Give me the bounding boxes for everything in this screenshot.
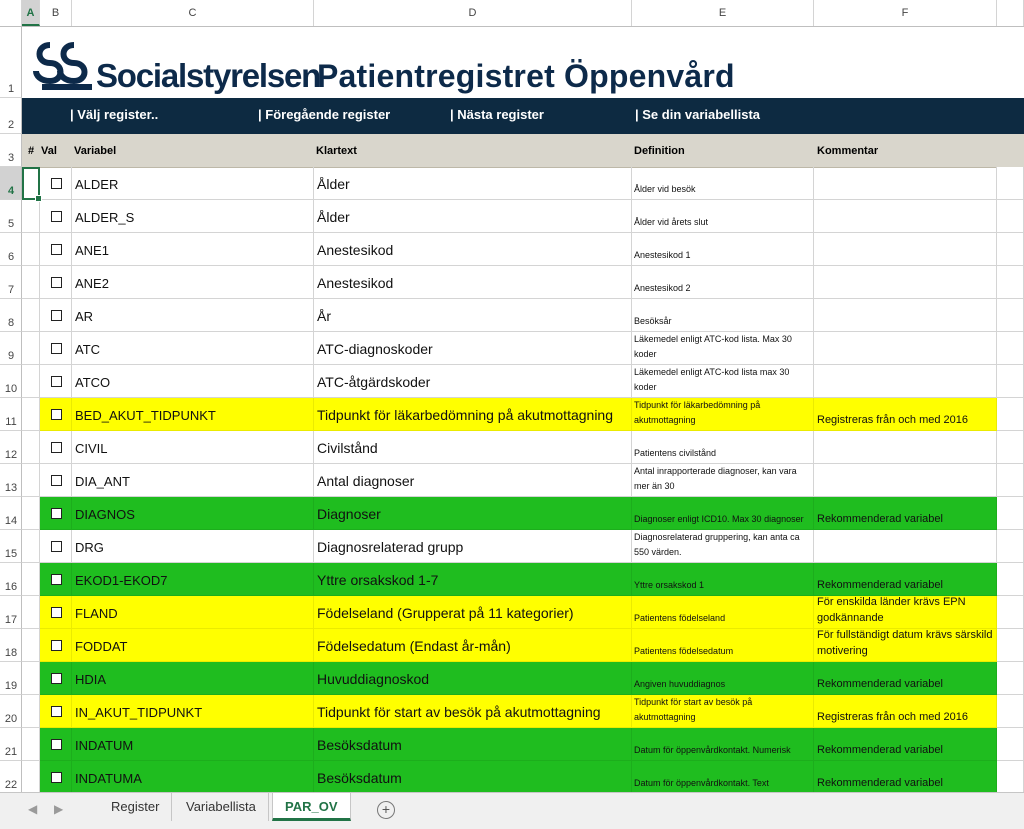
- definition-cell[interactable]: [632, 398, 814, 431]
- sheet-tab-bar: [0, 792, 1024, 829]
- empty-cell[interactable]: [997, 398, 1024, 431]
- select-variable-checkbox[interactable]: [51, 409, 62, 420]
- empty-cell[interactable]: [997, 728, 1024, 761]
- num-cell[interactable]: [22, 530, 40, 563]
- variabel-text: ANE1: [75, 243, 109, 258]
- definition-cell[interactable]: [632, 728, 814, 761]
- scroll-tabs-left-icon[interactable]: ◀: [28, 802, 38, 816]
- kommentar-cell[interactable]: [814, 233, 997, 266]
- table-row: [22, 695, 1024, 728]
- row-header-18[interactable]: [0, 629, 22, 662]
- table-row: [22, 266, 1024, 299]
- select-all-corner[interactable]: [0, 0, 22, 26]
- table-row: [22, 596, 1024, 629]
- row-number: 18: [4, 647, 18, 659]
- kommentar-cell[interactable]: [814, 464, 997, 497]
- variabel-text: IN_AKUT_TIDPUNKT: [75, 705, 203, 720]
- empty-cell[interactable]: [997, 662, 1024, 695]
- variabel-cell[interactable]: [72, 662, 314, 695]
- table-row: [22, 365, 1024, 398]
- num-cell[interactable]: [22, 332, 40, 365]
- definition-text: Angiven huvuddiagnos: [634, 679, 726, 689]
- empty-cell[interactable]: [997, 167, 1024, 200]
- register-nav-bar: [22, 98, 1024, 134]
- klartext-cell[interactable]: [314, 695, 632, 728]
- column-header-d[interactable]: D: [314, 0, 632, 26]
- variabel-cell[interactable]: [72, 497, 314, 530]
- variabel-cell[interactable]: [72, 332, 314, 365]
- definition-cell[interactable]: [632, 695, 814, 728]
- klartext-cell[interactable]: [314, 464, 632, 497]
- num-cell[interactable]: [22, 431, 40, 464]
- variabel-cell[interactable]: [72, 431, 314, 464]
- row-number: 2: [7, 119, 15, 131]
- select-variable-checkbox[interactable]: [51, 310, 62, 321]
- select-variable-checkbox[interactable]: [51, 211, 62, 222]
- header-klartext: Klartext: [316, 145, 357, 157]
- kommentar-cell[interactable]: [814, 695, 997, 728]
- variable-list-link[interactable]: | Se din variabellista: [635, 107, 761, 122]
- row-number: 14: [4, 515, 18, 527]
- sheet-tab-par-ov[interactable]: PAR_OV: [272, 793, 351, 821]
- header-variabel: Variabel: [74, 145, 117, 157]
- select-variable-checkbox[interactable]: [51, 739, 62, 750]
- empty-cell[interactable]: [997, 200, 1024, 233]
- row-header-16[interactable]: [0, 563, 22, 596]
- kommentar-cell[interactable]: [814, 398, 997, 431]
- select-variable-checkbox[interactable]: [51, 343, 62, 354]
- scroll-tabs-right-icon[interactable]: ▶: [54, 802, 64, 816]
- kommentar-text: Rekommenderad variabel: [817, 513, 943, 525]
- row-number: 15: [4, 548, 18, 560]
- header-num: #: [28, 145, 35, 157]
- table-row: [22, 167, 1024, 200]
- row-header-13[interactable]: [0, 464, 22, 497]
- kommentar-text: Rekommenderad variabel: [817, 744, 943, 756]
- table-row: [22, 431, 1024, 464]
- num-cell[interactable]: [22, 695, 40, 728]
- variabel-text: EKOD1-EKOD7: [75, 573, 168, 588]
- row-header-7[interactable]: [0, 266, 22, 299]
- row-number: 5: [7, 218, 15, 230]
- definition-cell[interactable]: [632, 596, 814, 629]
- kommentar-cell[interactable]: [814, 299, 997, 332]
- sheet-tab-variabellista[interactable]: Variabellista: [174, 793, 269, 821]
- variabel-text: DIA_ANT: [75, 474, 130, 489]
- row-header-12[interactable]: [0, 431, 22, 464]
- variabel-cell[interactable]: [72, 596, 314, 629]
- num-cell[interactable]: [22, 497, 40, 530]
- row-number: 21: [4, 746, 18, 758]
- kommentar-cell[interactable]: [814, 662, 997, 695]
- row-number: 12: [4, 449, 18, 461]
- row-header-8[interactable]: [0, 299, 22, 332]
- variabel-text: INDATUMA: [75, 771, 142, 786]
- table-row: [22, 200, 1024, 233]
- column-header-c[interactable]: C: [72, 0, 314, 26]
- definition-text: Besöksår: [634, 316, 672, 326]
- kommentar-cell[interactable]: [814, 596, 997, 629]
- table-row: [22, 233, 1024, 266]
- row-number: 7: [7, 284, 15, 296]
- klartext-text: Huvuddiagnoskod: [317, 671, 430, 687]
- empty-cell[interactable]: [997, 365, 1024, 398]
- klartext-cell[interactable]: [314, 497, 632, 530]
- klartext-text: År: [317, 308, 331, 324]
- row-header-2[interactable]: [0, 98, 22, 134]
- definition-text: Datum för öppenvårdkontakt. Text: [634, 778, 769, 788]
- empty-cell[interactable]: [997, 695, 1024, 728]
- variabel-cell[interactable]: [72, 233, 314, 266]
- definition-cell[interactable]: [632, 431, 814, 464]
- column-header-f[interactable]: F: [814, 0, 997, 26]
- klartext-cell[interactable]: [314, 761, 632, 792]
- empty-cell[interactable]: [997, 266, 1024, 299]
- title-row: [22, 27, 1024, 98]
- variabel-text: INDATUM: [75, 738, 134, 753]
- kommentar-text: Registreras från och med 2016: [817, 414, 969, 426]
- row-header-17[interactable]: [0, 596, 22, 629]
- definition-text: Tidpunkt för läkarbedömning på akutmottagning: [634, 400, 761, 425]
- variabel-text: HDIA: [75, 672, 107, 687]
- num-cell[interactable]: [22, 761, 40, 792]
- empty-cell[interactable]: [997, 233, 1024, 266]
- row-number: 10: [4, 383, 18, 395]
- empty-cell[interactable]: [997, 761, 1024, 792]
- kommentar-text: För enskilda länder krävs EPN godkännande: [817, 596, 966, 624]
- table-row: [22, 728, 1024, 761]
- row-header-19[interactable]: [0, 662, 22, 695]
- table-row: [22, 497, 1024, 530]
- kommentar-text: Rekommenderad variabel: [817, 777, 943, 789]
- select-variable-checkbox[interactable]: [51, 772, 62, 783]
- kommentar-text: Registreras från och med 2016: [817, 711, 969, 723]
- definition-cell[interactable]: [632, 167, 814, 200]
- definition-text: Datum för öppenvårdkontakt. Numerisk: [634, 745, 791, 755]
- num-cell[interactable]: [22, 299, 40, 332]
- table-row: [22, 398, 1024, 431]
- klartext-text: Ålder: [317, 209, 350, 225]
- variabel-cell[interactable]: [72, 695, 314, 728]
- table-row: [22, 761, 1024, 792]
- klartext-text: Besöksdatum: [317, 770, 402, 786]
- row-header-14[interactable]: [0, 497, 22, 530]
- klartext-cell[interactable]: [314, 365, 632, 398]
- kommentar-cell[interactable]: [814, 761, 997, 792]
- klartext-text: Födelseland (Grupperat på 11 kategorier): [317, 605, 574, 621]
- definition-text: Anestesikod 1: [634, 250, 691, 260]
- page-title: Patientregistret Öppenvård: [317, 58, 735, 94]
- definition-text: Ålder vid årets slut: [634, 217, 709, 227]
- variabel-cell[interactable]: [72, 530, 314, 563]
- klartext-text: Yttre orsakskod 1-7: [317, 572, 439, 588]
- header-definition: Definition: [634, 145, 685, 157]
- variabel-cell[interactable]: [72, 563, 314, 596]
- klartext-text: Civilstånd: [317, 440, 378, 456]
- klartext-cell[interactable]: [314, 728, 632, 761]
- sheet-tab-register[interactable]: Register: [99, 793, 172, 821]
- klartext-cell[interactable]: [314, 398, 632, 431]
- definition-cell[interactable]: [632, 530, 814, 563]
- empty-cell[interactable]: [997, 596, 1024, 629]
- variabel-text: FLAND: [75, 606, 118, 621]
- definition-cell[interactable]: [632, 332, 814, 365]
- definition-text: Diagnoser enligt ICD10. Max 30 diagnoser: [634, 514, 804, 524]
- num-cell[interactable]: [22, 365, 40, 398]
- klartext-cell[interactable]: [314, 596, 632, 629]
- variabel-text: FODDAT: [75, 639, 128, 654]
- definition-cell[interactable]: [632, 299, 814, 332]
- select-variable-checkbox[interactable]: [51, 673, 62, 684]
- column-header-extra: [997, 0, 1024, 26]
- kommentar-text: Rekommenderad variabel: [817, 678, 943, 690]
- select-variable-checkbox[interactable]: [51, 508, 62, 519]
- table-row: [22, 662, 1024, 695]
- definition-cell[interactable]: [632, 200, 814, 233]
- row-number: 9: [7, 350, 15, 362]
- select-variable-checkbox[interactable]: [51, 574, 62, 585]
- klartext-cell[interactable]: [314, 200, 632, 233]
- kommentar-text: För fullständigt datum krävs särskild motivering: [817, 629, 993, 657]
- definition-text: Tidpunkt för start av besök på akutmottagning: [634, 697, 753, 722]
- definition-text: Läkemedel enligt ATC-kod lista. Max 30 koder: [634, 334, 792, 359]
- klartext-text: Besöksdatum: [317, 737, 402, 753]
- row-header-15[interactable]: [0, 530, 22, 563]
- empty-cell[interactable]: [997, 629, 1024, 662]
- socialstyrelsen-logo-icon: [30, 37, 100, 93]
- definition-text: Ålder vid besök: [634, 184, 696, 194]
- klartext-text: Diagnoser: [317, 506, 381, 522]
- table-row: [22, 563, 1024, 596]
- active-cell-cursor: [22, 167, 40, 200]
- column-header-bar: [0, 0, 1024, 27]
- header-kommentar: Kommentar: [817, 145, 879, 157]
- klartext-cell[interactable]: [314, 233, 632, 266]
- klartext-text: ATC-diagnoskoder: [317, 341, 433, 357]
- num-cell[interactable]: [22, 728, 40, 761]
- klartext-cell[interactable]: [314, 629, 632, 662]
- num-cell[interactable]: [22, 398, 40, 431]
- empty-cell[interactable]: [997, 563, 1024, 596]
- klartext-text: ATC-åtgärdskoder: [317, 374, 431, 390]
- klartext-cell[interactable]: [314, 563, 632, 596]
- row-number: 17: [4, 614, 18, 626]
- select-variable-checkbox[interactable]: [51, 475, 62, 486]
- variabel-cell[interactable]: [72, 365, 314, 398]
- select-variable-checkbox[interactable]: [51, 640, 62, 651]
- add-sheet-icon[interactable]: +: [377, 801, 395, 819]
- variabel-cell[interactable]: [72, 167, 314, 200]
- table-row: [22, 629, 1024, 662]
- select-variable-checkbox[interactable]: [51, 376, 62, 387]
- kommentar-cell[interactable]: [814, 497, 997, 530]
- definition-text: Läkemedel enligt ATC-kod lista max 30 koder: [634, 367, 790, 392]
- definition-cell[interactable]: [632, 761, 814, 792]
- definition-text: Patientens civilstånd: [634, 448, 717, 458]
- select-variable-checkbox[interactable]: [51, 442, 62, 453]
- row-number: 19: [4, 680, 18, 692]
- table-row: [22, 332, 1024, 365]
- previous-register-link[interactable]: | Föregående register: [258, 107, 391, 122]
- kommentar-cell[interactable]: [814, 332, 997, 365]
- select-variable-checkbox[interactable]: [51, 178, 62, 189]
- klartext-text: Anestesikod: [317, 275, 394, 291]
- klartext-text: Tidpunkt för läkarbedömning på akutmottagning: [317, 407, 613, 423]
- row-header-1[interactable]: [0, 27, 22, 98]
- row-number: 11: [5, 416, 17, 428]
- num-cell[interactable]: [22, 563, 40, 596]
- variabel-text: DRG: [75, 540, 104, 555]
- kommentar-cell[interactable]: [814, 365, 997, 398]
- select-variable-checkbox[interactable]: [51, 706, 62, 717]
- kommentar-text: Rekommenderad variabel: [817, 579, 943, 591]
- kommentar-cell[interactable]: [814, 629, 997, 662]
- klartext-text: Födelsedatum (Endast år-mån): [317, 638, 511, 654]
- table-row: [22, 299, 1024, 332]
- variabel-cell[interactable]: [72, 200, 314, 233]
- klartext-text: Diagnosrelaterad grupp: [317, 539, 464, 555]
- header-val: Val: [41, 145, 57, 157]
- empty-cell[interactable]: [997, 332, 1024, 365]
- select-register-link[interactable]: | Välj register..: [70, 107, 159, 122]
- variabel-cell[interactable]: [72, 761, 314, 792]
- num-cell[interactable]: [22, 596, 40, 629]
- definition-text: Diagnosrelaterad gruppering, kan anta ca 550 värden.: [634, 532, 800, 557]
- definition-cell[interactable]: [632, 233, 814, 266]
- definition-cell[interactable]: [632, 464, 814, 497]
- empty-cell[interactable]: [997, 431, 1024, 464]
- variabel-text: ALDER: [75, 177, 119, 192]
- num-cell[interactable]: [22, 266, 40, 299]
- definition-text: Patientens födelseland: [634, 613, 726, 623]
- row-header-20[interactable]: [0, 695, 22, 728]
- row-number: 3: [7, 152, 15, 164]
- kommentar-cell[interactable]: [814, 563, 997, 596]
- kommentar-cell[interactable]: [814, 266, 997, 299]
- definition-cell[interactable]: [632, 629, 814, 662]
- klartext-text: Ålder: [317, 176, 350, 192]
- variabel-cell[interactable]: [72, 266, 314, 299]
- logo-text: Socialstyrelsen: [96, 57, 321, 94]
- variabel-text: ATCO: [75, 375, 111, 390]
- next-register-link[interactable]: | Nästa register: [450, 107, 544, 122]
- kommentar-cell[interactable]: [814, 200, 997, 233]
- spreadsheet-grid[interactable]: [22, 27, 1024, 792]
- row-header-22[interactable]: [0, 761, 22, 794]
- variabel-text: ALDER_S: [75, 210, 135, 225]
- select-variable-checkbox[interactable]: [51, 541, 62, 552]
- klartext-cell[interactable]: [314, 431, 632, 464]
- definition-cell[interactable]: [632, 563, 814, 596]
- klartext-text: Antal diagnoser: [317, 473, 415, 489]
- definition-cell[interactable]: [632, 497, 814, 530]
- klartext-cell[interactable]: [314, 167, 632, 200]
- row-number: 8: [7, 317, 15, 329]
- variabel-text: CIVIL: [75, 441, 108, 456]
- row-header-5[interactable]: [0, 200, 22, 233]
- table-row: [22, 464, 1024, 497]
- num-cell[interactable]: [22, 200, 40, 233]
- klartext-cell[interactable]: [314, 299, 632, 332]
- row-header-21[interactable]: [0, 728, 22, 761]
- row-header-4[interactable]: [0, 167, 22, 200]
- row-header-6[interactable]: [0, 233, 22, 266]
- empty-cell[interactable]: [997, 464, 1024, 497]
- select-variable-checkbox[interactable]: [51, 607, 62, 618]
- empty-cell[interactable]: [997, 299, 1024, 332]
- definition-text: Yttre orsakskod 1: [634, 580, 705, 590]
- klartext-cell[interactable]: [314, 332, 632, 365]
- variabel-text: ATC: [75, 342, 101, 357]
- definition-text: Anestesikod 2: [634, 283, 691, 293]
- table-row: [22, 530, 1024, 563]
- klartext-text: Anestesikod: [317, 242, 394, 258]
- definition-cell[interactable]: [632, 662, 814, 695]
- select-variable-checkbox[interactable]: [51, 277, 62, 288]
- kommentar-cell[interactable]: [814, 530, 997, 563]
- klartext-cell[interactable]: [314, 266, 632, 299]
- variabel-cell[interactable]: [72, 629, 314, 662]
- row-number: 13: [4, 482, 18, 494]
- row-number: 20: [4, 713, 18, 725]
- column-header-b[interactable]: B: [40, 0, 72, 26]
- row-header-9[interactable]: [0, 332, 22, 365]
- row-number: 4: [7, 185, 15, 197]
- row-number: 22: [4, 779, 18, 791]
- variabel-text: AR: [75, 309, 94, 324]
- kommentar-cell[interactable]: [814, 728, 997, 761]
- num-cell[interactable]: [22, 464, 40, 497]
- kommentar-cell[interactable]: [814, 167, 997, 200]
- kommentar-cell[interactable]: [814, 431, 997, 464]
- select-variable-checkbox[interactable]: [51, 244, 62, 255]
- variabel-text: BED_AKUT_TIDPUNKT: [75, 408, 216, 423]
- row-number: 1: [7, 83, 15, 95]
- row-header-11[interactable]: [0, 398, 22, 431]
- klartext-cell[interactable]: [314, 530, 632, 563]
- klartext-cell[interactable]: [314, 662, 632, 695]
- column-header-a[interactable]: A: [22, 0, 40, 26]
- variabel-cell[interactable]: [72, 398, 314, 431]
- klartext-text: Tidpunkt för start av besök på akutmottagning: [317, 704, 601, 720]
- num-cell[interactable]: [22, 662, 40, 695]
- definition-text: Patientens födelsedatum: [634, 646, 734, 656]
- variabel-text: DIAGNOS: [75, 507, 135, 522]
- variabel-cell[interactable]: [72, 728, 314, 761]
- column-header-e[interactable]: E: [632, 0, 814, 26]
- row-header-10[interactable]: [0, 365, 22, 398]
- row-number: 6: [7, 251, 15, 263]
- definition-text: Antal inrapporterade diagnoser, kan vara mer än 30: [634, 466, 797, 491]
- empty-cell[interactable]: [997, 497, 1024, 530]
- table-header-row: [22, 134, 1024, 168]
- variabel-text: ANE2: [75, 276, 109, 291]
- row-header-3[interactable]: [0, 134, 22, 167]
- num-cell[interactable]: [22, 629, 40, 662]
- definition-cell[interactable]: [632, 365, 814, 398]
- definition-cell[interactable]: [632, 266, 814, 299]
- empty-cell[interactable]: [997, 530, 1024, 563]
- num-cell[interactable]: [22, 233, 40, 266]
- variabel-cell[interactable]: [72, 464, 314, 497]
- variabel-cell[interactable]: [72, 299, 314, 332]
- row-number: 16: [4, 581, 18, 593]
